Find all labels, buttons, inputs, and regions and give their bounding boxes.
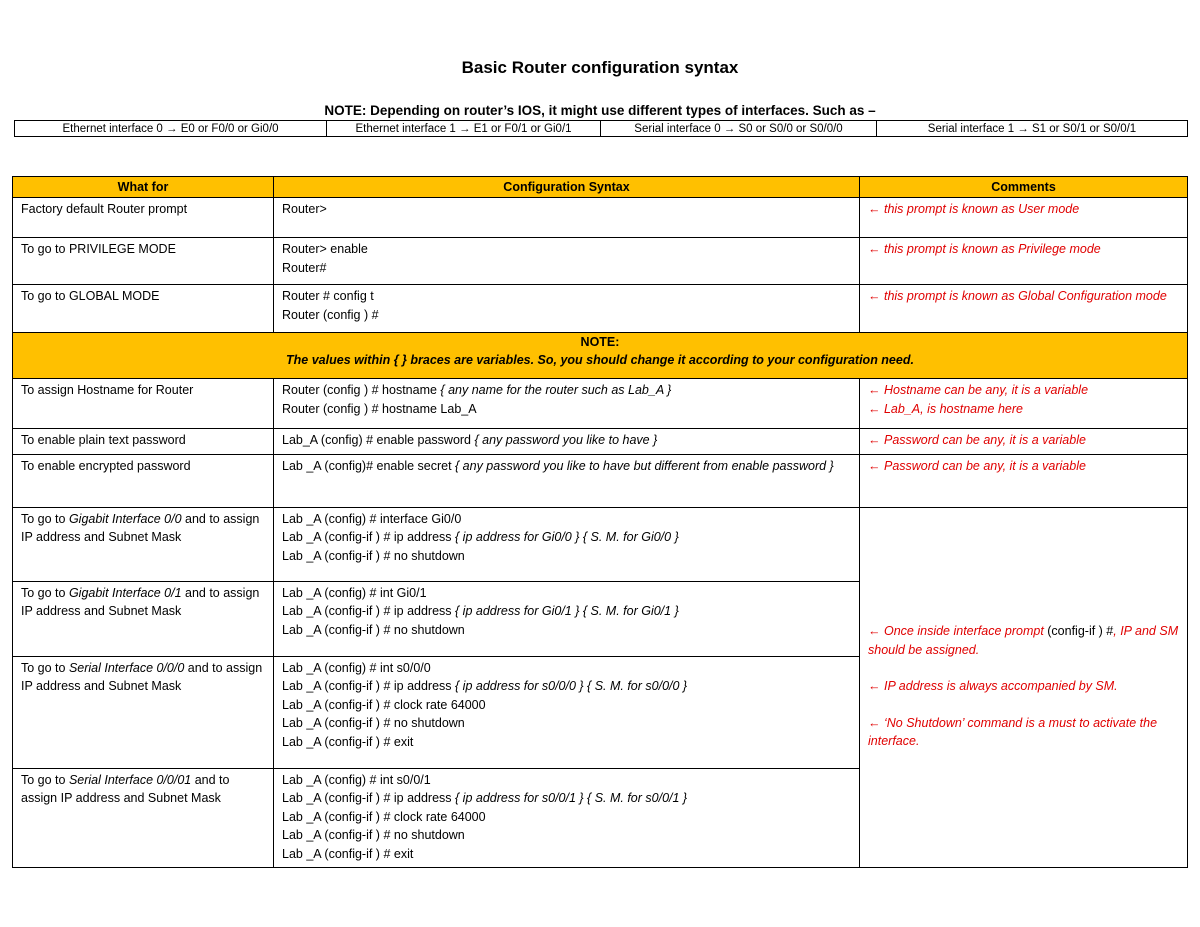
right-arrow-icon: → (459, 122, 471, 135)
interface-cell: Serial interface 0 → S0 or S0/0 or S0/0/0 (601, 121, 877, 137)
interface-row (15, 121, 1188, 137)
left-arrow-icon: ← (868, 242, 881, 256)
left-arrow-icon: ← (868, 383, 881, 397)
variables-note: NOTE: The values within { } braces are variables. So, you should change it according to your configuration need. (13, 333, 1188, 379)
comment-cell: ← Password can be any, it is a variable (860, 454, 1188, 507)
interface-cell: Serial interface 1 → S1 or S0/1 or S0/0/1 (877, 121, 1188, 137)
page-title: Basic Router configuration syntax (461, 58, 739, 77)
table-row (13, 238, 1188, 285)
left-arrow-icon: ← (868, 715, 881, 730)
what-cell: To enable encrypted password (13, 454, 274, 507)
comment-cell: ← Password can be any, it is a variable (860, 429, 1188, 455)
left-arrow-icon: ← (868, 458, 881, 473)
syntax-cell: Lab _A (config) # int s0/0/0 Lab _A (config-if ) # ip address { ip address for s0/0/0 } { S. M. for s0/0/0 } Lab _A (config-if ) # clock rate 64000 Lab _A (config-if ) # no shutdown Lab _A (config-if ) # exit (274, 656, 860, 768)
left-arrow-icon: ← (868, 289, 881, 303)
comment-cell: ← this prompt is known as Privilege mode (860, 238, 1188, 285)
syntax-cell: Lab _A (config) # int s0/0/1 Lab _A (config-if ) # ip address { ip address for s0/0/1 } { S. M. for s0/0/1 } Lab _A (config-if ) # clock rate 64000 Lab _A (config-if ) # no shutdown Lab _A (config-if ) # exit (274, 768, 860, 868)
what-cell: To go to Serial Interface 0/0/0 and to assign IP address and Subnet Mask (13, 656, 274, 768)
syntax-cell: Router> (274, 198, 860, 238)
left-arrow-icon: ← (868, 624, 881, 638)
comment-cell: ← this prompt is known as User mode (860, 198, 1188, 238)
variables-note-row (13, 333, 1188, 379)
table-row (13, 507, 1188, 581)
interface-cell: Ethernet interface 0 → E0 or F0/0 or Gi0/0 (15, 121, 327, 137)
interface-table (14, 120, 1188, 137)
what-cell: To go to GLOBAL MODE (13, 285, 274, 333)
header-comments: Comments (860, 177, 1188, 198)
syntax-cell: Router # config t Router (config ) # (274, 285, 860, 333)
table-row (13, 454, 1188, 507)
what-cell: To go to Gigabit Interface 0/0 and to assign IP address and Subnet Mask (13, 507, 274, 581)
config-table (12, 176, 1188, 868)
table-row (13, 379, 1188, 429)
right-arrow-icon: → (1017, 122, 1029, 135)
syntax-cell: Router (config ) # hostname { any name for the router such as Lab_A } Router (config ) # hostname Lab_A (274, 379, 860, 429)
what-cell: To assign Hostname for Router (13, 379, 274, 429)
header-row (13, 177, 1188, 198)
table-row (13, 285, 1188, 333)
table-row (13, 198, 1188, 238)
interface-note: NOTE: Depending on router’s IOS, it might use different types of interfaces. Such as – (324, 103, 876, 118)
what-cell: To go to PRIVILEGE MODE (13, 238, 274, 285)
interface-comment-cell: ← Once inside interface prompt (config-if ) #, IP and SM should be assigned. ← IP address is always accompanied by SM. ← ‘No Shutdown’ command is a must to activate the interface. (860, 507, 1188, 868)
interface-cell: Ethernet interface 1 → E1 or F0/1 or Gi0/1 (327, 121, 601, 137)
left-arrow-icon: ← (868, 202, 881, 216)
header-syntax: Configuration Syntax (274, 177, 860, 198)
table-row (13, 429, 1188, 455)
comment-cell: ← this prompt is known as Global Configuration mode (860, 285, 1188, 333)
left-arrow-icon: ← (868, 679, 881, 693)
what-cell: Factory default Router prompt (13, 198, 274, 238)
syntax-cell: Lab _A (config) # interface Gi0/0 Lab _A (config-if ) # ip address { ip address for Gi0/0 } { S. M. for Gi0/0 } Lab _A (config-if ) # no shutdown (274, 507, 860, 581)
comment-cell: ← Hostname can be any, it is a variable ← Lab_A, is hostname here (860, 379, 1188, 429)
left-arrow-icon: ← (868, 433, 881, 447)
what-cell: To enable plain text password (13, 429, 274, 455)
syntax-cell: Lab_A (config) # enable password { any password you like to have } (274, 429, 860, 455)
right-arrow-icon: → (723, 122, 736, 135)
right-arrow-icon: → (166, 122, 178, 135)
what-cell: To go to Gigabit Interface 0/1 and to assign IP address and Subnet Mask (13, 581, 274, 656)
syntax-cell: Lab _A (config)# enable secret { any password you like to have but different from enable password } (274, 454, 860, 507)
header-what: What for (13, 177, 274, 198)
what-cell: To go to Serial Interface 0/0/01 and to assign IP address and Subnet Mask (13, 768, 274, 868)
syntax-cell: Router> enable Router# (274, 238, 860, 285)
syntax-cell: Lab _A (config) # int Gi0/1 Lab _A (config-if ) # ip address { ip address for Gi0/1 } { S. M. for Gi0/1 } Lab _A (config-if ) # no shutdown (274, 581, 860, 656)
left-arrow-icon: ← (868, 401, 881, 416)
